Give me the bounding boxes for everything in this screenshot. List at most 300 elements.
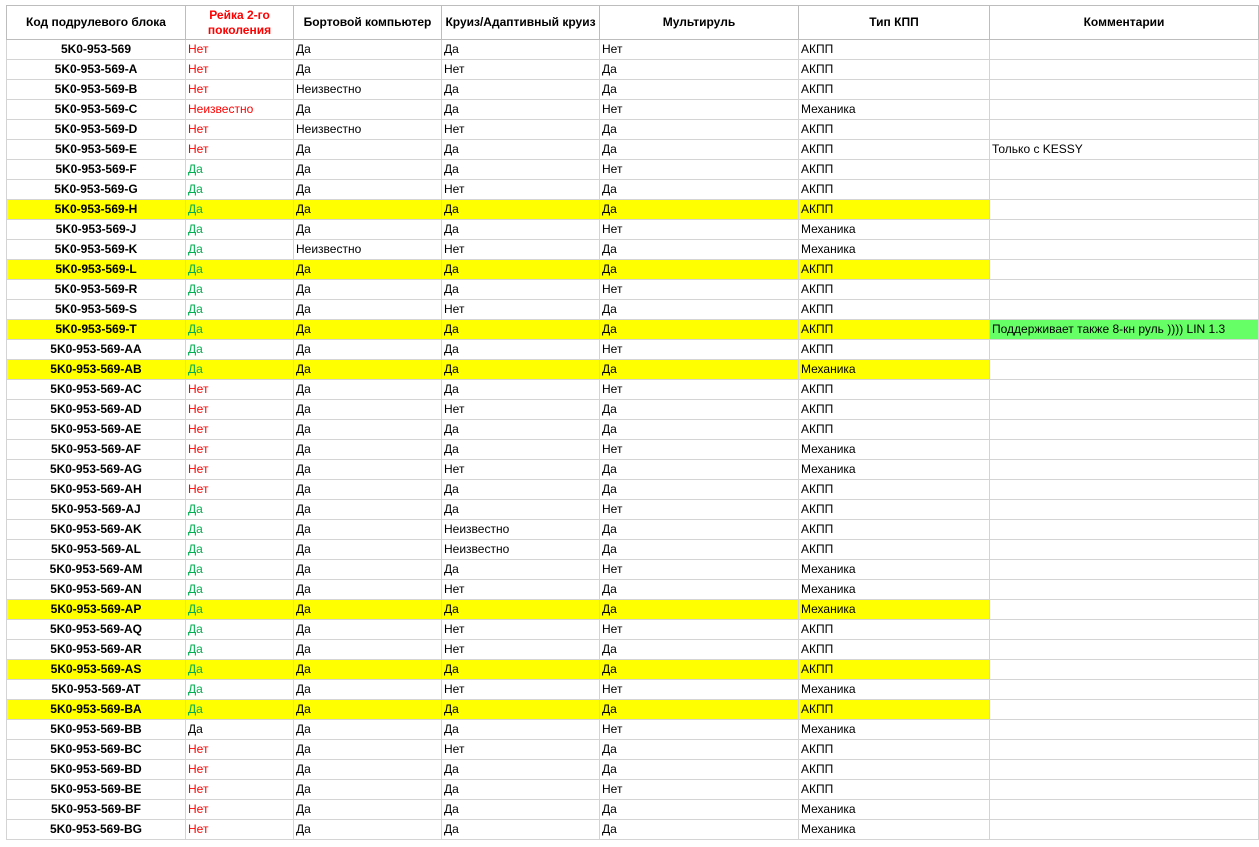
cell-multi[interactable]: Да [600,580,799,600]
cell-computer[interactable]: Да [294,740,442,760]
cell-rack[interactable]: Нет [186,120,294,140]
cell-computer[interactable]: Да [294,100,442,120]
cell-comment[interactable]: Только с KESSY [990,140,1259,160]
cell-computer[interactable]: Да [294,800,442,820]
cell-rack[interactable]: Да [186,300,294,320]
cell-multi[interactable]: Нет [600,280,799,300]
cell-rack[interactable]: Да [186,560,294,580]
cell-comment[interactable] [990,240,1259,260]
cell-gearbox[interactable]: Механика [799,580,990,600]
cell-gearbox[interactable]: АКПП [799,340,990,360]
cell-computer[interactable]: Да [294,600,442,620]
cell-code[interactable]: 5K0-953-569-D [7,120,186,140]
cell-gearbox[interactable]: АКПП [799,40,990,60]
cell-code[interactable]: 5K0-953-569-R [7,280,186,300]
cell-code[interactable]: 5K0-953-569-AH [7,480,186,500]
cell-comment[interactable] [990,40,1259,60]
cell-multi[interactable]: Да [600,480,799,500]
cell-computer[interactable]: Да [294,760,442,780]
cell-code[interactable]: 5K0-953-569-BC [7,740,186,760]
cell-code[interactable]: 5K0-953-569-BD [7,760,186,780]
cell-multi[interactable]: Нет [600,620,799,640]
cell-multi[interactable]: Да [600,320,799,340]
cell-multi[interactable]: Да [600,640,799,660]
cell-cruise[interactable]: Да [442,780,600,800]
cell-rack[interactable]: Да [186,280,294,300]
cell-multi[interactable]: Нет [600,40,799,60]
cell-computer[interactable]: Да [294,820,442,840]
cell-multi[interactable]: Да [600,460,799,480]
cell-comment[interactable] [990,680,1259,700]
cell-rack[interactable]: Нет [186,460,294,480]
cell-code[interactable]: 5K0-953-569-BB [7,720,186,740]
cell-gearbox[interactable]: АКПП [799,480,990,500]
cell-cruise[interactable]: Да [442,260,600,280]
table-row [7,100,1259,120]
cell-gearbox[interactable]: АКПП [799,180,990,200]
cell-code[interactable]: 5K0-953-569-AE [7,420,186,440]
cell-multi[interactable]: Нет [600,380,799,400]
cell-cruise[interactable]: Да [442,600,600,620]
cell-gearbox[interactable]: АКПП [799,760,990,780]
cell-code[interactable]: 5K0-953-569-B [7,80,186,100]
cell-computer[interactable]: Да [294,640,442,660]
cell-computer[interactable]: Да [294,780,442,800]
cell-computer[interactable]: Да [294,620,442,640]
table-row [7,200,1259,220]
cell-rack[interactable]: Да [186,580,294,600]
cell-rack[interactable]: Нет [186,820,294,840]
cell-computer[interactable]: Да [294,400,442,420]
cell-rack[interactable]: Да [186,620,294,640]
cell-gearbox[interactable]: Механика [799,820,990,840]
cell-comment[interactable] [990,540,1259,560]
cell-rack[interactable]: Нет [186,140,294,160]
cell-comment[interactable] [990,420,1259,440]
cell-cruise[interactable]: Нет [442,640,600,660]
cell-comment[interactable] [990,700,1259,720]
cell-computer[interactable]: Неизвестно [294,80,442,100]
cell-rack[interactable]: Нет [186,80,294,100]
cell-multi[interactable]: Да [600,240,799,260]
cell-cruise[interactable]: Да [442,100,600,120]
cell-comment[interactable] [990,260,1259,280]
cell-computer[interactable]: Да [294,540,442,560]
cell-gearbox[interactable]: АКПП [799,520,990,540]
cell-gearbox[interactable]: АКПП [799,140,990,160]
cell-gearbox[interactable]: АКПП [799,740,990,760]
cell-computer[interactable]: Да [294,380,442,400]
cell-cruise[interactable]: Да [442,420,600,440]
cell-cruise[interactable]: Нет [442,680,600,700]
cell-gearbox[interactable]: АКПП [799,420,990,440]
cell-code[interactable]: 5K0-953-569-A [7,60,186,80]
cell-code[interactable]: 5K0-953-569-AK [7,520,186,540]
cell-gearbox[interactable]: АКПП [799,260,990,280]
cell-gearbox[interactable]: Механика [799,800,990,820]
cell-cruise[interactable]: Да [442,40,600,60]
cell-comment[interactable] [990,800,1259,820]
cell-cruise[interactable]: Да [442,500,600,520]
cell-rack[interactable]: Нет [186,420,294,440]
cell-computer[interactable]: Да [294,720,442,740]
cell-rack[interactable]: Нет [186,800,294,820]
cell-rack[interactable]: Да [186,520,294,540]
cell-rack[interactable]: Да [186,720,294,740]
cell-computer[interactable]: Да [294,280,442,300]
cell-code[interactable]: 5K0-953-569-AS [7,660,186,680]
table-row [7,60,1259,80]
cell-comment[interactable] [990,640,1259,660]
cell-comment[interactable] [990,820,1259,840]
cell-multi[interactable]: Да [600,760,799,780]
cell-cruise[interactable]: Нет [442,620,600,640]
cell-code[interactable]: 5K0-953-569-F [7,160,186,180]
cell-multi[interactable]: Нет [600,440,799,460]
cell-code[interactable]: 5K0-953-569-BA [7,700,186,720]
cell-multi[interactable]: Нет [600,500,799,520]
header-comment[interactable]: Комментарии [990,6,1259,40]
cell-computer[interactable]: Да [294,480,442,500]
cell-computer[interactable]: Да [294,40,442,60]
cell-comment[interactable] [990,220,1259,240]
cell-gearbox[interactable]: АКПП [799,120,990,140]
table-row [7,140,1259,160]
cell-gearbox[interactable]: АКПП [799,400,990,420]
cell-code[interactable]: 5K0-953-569-G [7,180,186,200]
cell-multi[interactable]: Нет [600,720,799,740]
cell-gearbox[interactable]: Механика [799,440,990,460]
cell-code[interactable]: 5K0-953-569-J [7,220,186,240]
cell-code[interactable]: 5K0-953-569-BE [7,780,186,800]
cell-multi[interactable]: Да [600,120,799,140]
cell-rack[interactable]: Да [186,360,294,380]
cell-computer[interactable]: Да [294,160,442,180]
cell-comment[interactable] [990,340,1259,360]
header-code[interactable]: Код подрулевого блока [7,6,186,40]
cell-code[interactable]: 5K0-953-569-AG [7,460,186,480]
cell-gearbox[interactable]: АКПП [799,780,990,800]
header-cruise[interactable]: Круиз/Адаптивный круиз [442,6,600,40]
cell-comment[interactable] [990,80,1259,100]
cell-comment[interactable] [990,100,1259,120]
cell-code[interactable]: 5K0-953-569-E [7,140,186,160]
cell-gearbox[interactable]: Механика [799,720,990,740]
cell-multi[interactable]: Да [600,420,799,440]
cell-gearbox[interactable]: Механика [799,240,990,260]
cell-computer[interactable]: Да [294,680,442,700]
cell-multi[interactable]: Да [600,360,799,380]
cell-cruise[interactable]: Нет [442,740,600,760]
cell-rack[interactable]: Да [186,540,294,560]
cell-code[interactable]: 5K0-953-569-AM [7,560,186,580]
cell-computer[interactable]: Да [294,440,442,460]
cell-multi[interactable]: Нет [600,160,799,180]
cell-multi[interactable]: Да [600,200,799,220]
cell-computer[interactable]: Да [294,580,442,600]
cell-rack[interactable]: Да [186,240,294,260]
cell-cruise[interactable]: Нет [442,580,600,600]
table-row [7,120,1259,140]
cell-comment[interactable] [990,360,1259,380]
cell-code[interactable]: 5K0-953-569-AC [7,380,186,400]
cell-rack[interactable]: Нет [186,40,294,60]
cell-computer[interactable]: Да [294,360,442,380]
cell-cruise[interactable]: Да [442,760,600,780]
cell-gearbox[interactable]: Механика [799,560,990,580]
cell-rack[interactable]: Да [186,260,294,280]
cell-multi[interactable]: Да [600,800,799,820]
table-row [7,80,1259,100]
header-multi[interactable]: Мультируль [600,6,799,40]
cell-rack[interactable]: Да [186,660,294,680]
cell-comment[interactable] [990,740,1259,760]
table-row [7,440,1259,460]
cell-rack[interactable]: Да [186,320,294,340]
cell-computer[interactable]: Неизвестно [294,240,442,260]
cell-multi[interactable]: Да [600,660,799,680]
cell-cruise[interactable]: Да [442,280,600,300]
cell-computer[interactable]: Неизвестно [294,120,442,140]
cell-code[interactable]: 5K0-953-569-AL [7,540,186,560]
cell-cruise[interactable]: Нет [442,300,600,320]
cell-comment[interactable] [990,600,1259,620]
cell-gearbox[interactable]: Механика [799,600,990,620]
cell-computer[interactable]: Да [294,560,442,580]
cell-rack[interactable]: Да [186,160,294,180]
cell-comment[interactable] [990,500,1259,520]
cell-computer[interactable]: Да [294,200,442,220]
cell-multi[interactable]: Да [600,820,799,840]
cell-comment[interactable] [990,780,1259,800]
cell-cruise[interactable]: Да [442,320,600,340]
cell-comment[interactable]: Поддерживает также 8-кн руль )))) LIN 1.3 [990,320,1259,340]
cell-multi[interactable]: Нет [600,780,799,800]
cell-cruise[interactable]: Да [442,720,600,740]
cell-rack[interactable]: Да [186,200,294,220]
cell-comment[interactable] [990,160,1259,180]
cell-multi[interactable]: Да [600,540,799,560]
cell-multi[interactable]: Да [600,60,799,80]
cell-cruise[interactable]: Да [442,220,600,240]
cell-cruise[interactable]: Нет [442,400,600,420]
cell-multi[interactable]: Да [600,600,799,620]
cell-comment[interactable] [990,60,1259,80]
cell-cruise[interactable]: Да [442,160,600,180]
cell-code[interactable]: 5K0-953-569-BG [7,820,186,840]
cell-cruise[interactable]: Да [442,660,600,680]
cell-rack[interactable]: Нет [186,440,294,460]
cell-code[interactable]: 5K0-953-569-AP [7,600,186,620]
table-row [7,400,1259,420]
cell-multi[interactable]: Нет [600,220,799,240]
cell-cruise[interactable]: Нет [442,240,600,260]
cell-code[interactable]: 5K0-953-569-AF [7,440,186,460]
cell-comment[interactable] [990,720,1259,740]
cell-comment[interactable] [990,280,1259,300]
cell-computer[interactable]: Да [294,460,442,480]
cell-code[interactable]: 5K0-953-569-BF [7,800,186,820]
cell-code[interactable]: 5K0-953-569-T [7,320,186,340]
cell-computer[interactable]: Да [294,320,442,340]
cell-gearbox[interactable]: АКПП [799,640,990,660]
cell-cruise[interactable]: Да [442,360,600,380]
cell-multi[interactable]: Да [600,520,799,540]
cell-code[interactable]: 5K0-953-569-H [7,200,186,220]
cell-rack[interactable]: Да [186,180,294,200]
cell-code[interactable]: 5K0-953-569-AB [7,360,186,380]
cell-comment[interactable] [990,660,1259,680]
cell-rack[interactable]: Неизвестно [186,100,294,120]
cell-rack[interactable]: Нет [186,380,294,400]
cell-gearbox[interactable]: АКПП [799,700,990,720]
cell-computer[interactable]: Да [294,420,442,440]
cell-computer[interactable]: Да [294,260,442,280]
cell-gearbox[interactable]: АКПП [799,660,990,680]
cell-computer[interactable]: Да [294,660,442,680]
cell-comment[interactable] [990,120,1259,140]
table-body [7,40,1259,840]
header-gearbox[interactable]: Тип КПП [799,6,990,40]
cell-code[interactable]: 5K0-953-569 [7,40,186,60]
cell-code[interactable]: 5K0-953-569-C [7,100,186,120]
table-row [7,180,1259,200]
cell-comment[interactable] [990,520,1259,540]
cell-code[interactable]: 5K0-953-569-AR [7,640,186,660]
cell-multi[interactable]: Нет [600,340,799,360]
cell-computer[interactable]: Да [294,140,442,160]
cell-rack[interactable]: Нет [186,760,294,780]
cell-code[interactable]: 5K0-953-569-AQ [7,620,186,640]
cell-code[interactable]: 5K0-953-569-L [7,260,186,280]
cell-cruise[interactable]: Да [442,140,600,160]
cell-cruise[interactable]: Да [442,200,600,220]
cell-multi[interactable]: Нет [600,680,799,700]
cell-gearbox[interactable]: АКПП [799,540,990,560]
cell-rack[interactable]: Да [186,680,294,700]
cell-cruise[interactable]: Да [442,800,600,820]
cell-gearbox[interactable]: АКПП [799,280,990,300]
cell-cruise[interactable]: Нет [442,120,600,140]
cell-multi[interactable]: Да [600,400,799,420]
cell-computer[interactable]: Да [294,220,442,240]
cell-rack[interactable]: Нет [186,780,294,800]
cell-computer[interactable]: Да [294,300,442,320]
table-row [7,340,1259,360]
cell-comment[interactable] [990,200,1259,220]
cell-computer[interactable]: Да [294,340,442,360]
cell-cruise[interactable]: Нет [442,460,600,480]
cell-rack[interactable]: Нет [186,480,294,500]
cell-cruise[interactable]: Да [442,380,600,400]
cell-comment[interactable] [990,620,1259,640]
cell-cruise[interactable]: Неизвестно [442,520,600,540]
cell-code[interactable]: 5K0-953-569-AA [7,340,186,360]
cell-gearbox[interactable]: АКПП [799,380,990,400]
cell-multi[interactable]: Нет [600,100,799,120]
cell-rack[interactable]: Нет [186,60,294,80]
cell-computer[interactable]: Да [294,60,442,80]
cell-rack[interactable]: Да [186,700,294,720]
cell-comment[interactable] [990,380,1259,400]
cell-code[interactable]: 5K0-953-569-AT [7,680,186,700]
cell-comment[interactable] [990,480,1259,500]
cell-code[interactable]: 5K0-953-569-AD [7,400,186,420]
cell-cruise[interactable]: Да [442,820,600,840]
cell-computer[interactable]: Да [294,180,442,200]
cell-comment[interactable] [990,300,1259,320]
cell-code[interactable]: 5K0-953-569-K [7,240,186,260]
cell-gearbox[interactable]: АКПП [799,80,990,100]
cell-comment[interactable] [990,180,1259,200]
cell-cruise[interactable]: Нет [442,60,600,80]
cell-gearbox[interactable]: Механика [799,680,990,700]
table-row [7,700,1259,720]
cell-rack[interactable]: Да [186,600,294,620]
cell-rack[interactable]: Нет [186,400,294,420]
cell-multi[interactable]: Да [600,180,799,200]
cell-multi[interactable]: Да [600,700,799,720]
cell-comment[interactable] [990,580,1259,600]
table-row [7,600,1259,620]
cell-comment[interactable] [990,560,1259,580]
cell-rack[interactable]: Да [186,500,294,520]
cell-code[interactable]: 5K0-953-569-AN [7,580,186,600]
cell-cruise[interactable]: Да [442,340,600,360]
cell-multi[interactable]: Да [600,140,799,160]
cell-cruise[interactable]: Да [442,80,600,100]
cell-gearbox[interactable]: Механика [799,360,990,380]
cell-rack[interactable]: Да [186,640,294,660]
cell-comment[interactable] [990,760,1259,780]
cell-rack[interactable]: Да [186,340,294,360]
cell-gearbox[interactable]: АКПП [799,500,990,520]
cell-gearbox[interactable]: Механика [799,100,990,120]
cell-gearbox[interactable]: АКПП [799,620,990,640]
cell-cruise[interactable]: Неизвестно [442,540,600,560]
cell-multi[interactable]: Нет [600,560,799,580]
cell-computer[interactable]: Да [294,700,442,720]
cell-gearbox[interactable]: АКПП [799,160,990,180]
cell-multi[interactable]: Да [600,80,799,100]
cell-computer[interactable]: Да [294,520,442,540]
cell-comment[interactable] [990,460,1259,480]
cell-rack[interactable]: Да [186,220,294,240]
cell-multi[interactable]: Да [600,300,799,320]
cell-code[interactable]: 5K0-953-569-AJ [7,500,186,520]
cell-cruise[interactable]: Нет [442,180,600,200]
cell-gearbox[interactable]: Механика [799,460,990,480]
cell-cruise[interactable]: Да [442,560,600,580]
cell-cruise[interactable]: Да [442,480,600,500]
cell-cruise[interactable]: Да [442,700,600,720]
header-rack[interactable]: Рейка 2-го поколения [186,6,294,40]
cell-multi[interactable]: Да [600,260,799,280]
cell-computer[interactable]: Да [294,500,442,520]
cell-cruise[interactable]: Да [442,440,600,460]
cell-gearbox[interactable]: Механика [799,220,990,240]
cell-gearbox[interactable]: АКПП [799,60,990,80]
cell-multi[interactable]: Да [600,740,799,760]
cell-rack[interactable]: Нет [186,740,294,760]
cell-gearbox[interactable]: АКПП [799,320,990,340]
cell-code[interactable]: 5K0-953-569-S [7,300,186,320]
cell-comment[interactable] [990,440,1259,460]
header-computer[interactable]: Бортовой компьютер [294,6,442,40]
cell-gearbox[interactable]: АКПП [799,300,990,320]
cell-comment[interactable] [990,400,1259,420]
cell-gearbox[interactable]: АКПП [799,200,990,220]
